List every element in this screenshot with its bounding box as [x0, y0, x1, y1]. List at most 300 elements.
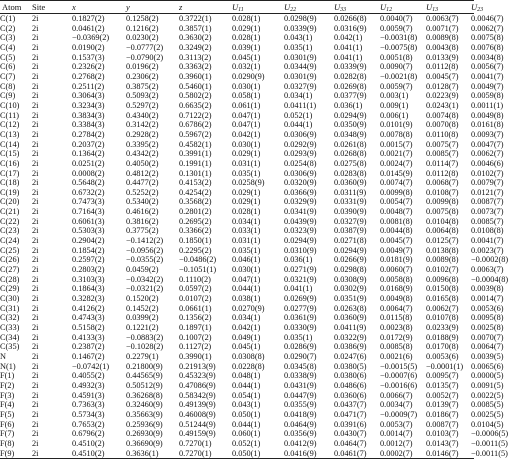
cell-u33: 0.0327(9) [334, 216, 367, 226]
cell-x: 0.5303(3) [72, 226, 105, 236]
cell-site: 2i [32, 236, 39, 246]
cell-y: 0.1452(2) [126, 303, 159, 313]
cell-u22: 0.034(1) [284, 91, 313, 101]
cell-u23: 0.0085(5) [471, 400, 504, 410]
table-row [0, 149, 474, 159]
cell-u12: 0.0172(9) [380, 332, 413, 342]
cell-x: 0.0008(2) [72, 168, 105, 178]
table-row [0, 323, 474, 333]
table-row [0, 449, 474, 459]
cell-u22: 0.0356(9) [284, 429, 317, 439]
table-row [0, 284, 474, 294]
cell-u33: 0.0380(5) [334, 361, 367, 371]
cell-u11: 0.029(1) [232, 149, 261, 159]
cell-site: 2i [32, 380, 39, 390]
cell-x: 0.2904(2) [72, 236, 105, 246]
cell-atom: C(26) [0, 255, 20, 265]
cell-z: 0.7122(2) [179, 110, 212, 120]
cell-u22: 0.0301(9) [284, 71, 317, 81]
cell-u23: 0.0093(7) [471, 129, 504, 139]
cell-u12: 0.0168(9) [380, 284, 413, 294]
cell-u13: 0.0150(8) [426, 284, 459, 294]
cell-x: 0.4055(2) [72, 371, 105, 381]
cell-y: −0.0883(2) [126, 332, 164, 342]
cell-u11: 0.031(1) [232, 236, 261, 246]
cell-u13: 0.0102(7) [426, 265, 459, 275]
table-row [0, 371, 474, 381]
cell-y: −0.0342(2) [126, 274, 164, 284]
cell-site: 2i [32, 62, 39, 72]
cell-u13: 0.0112(8) [426, 168, 459, 178]
cell-x: 0.2511(2) [72, 81, 105, 91]
cell-u13: 0.0087(7) [426, 419, 459, 429]
cell-site: 2i [32, 23, 39, 33]
cell-u33: 0.0360(6) [334, 390, 367, 400]
cell-u22: 0.043(1) [284, 33, 313, 43]
cell-u23: 0.0102(7) [471, 168, 504, 178]
cell-u22: 0.0294(9) [284, 236, 317, 246]
cell-y: 0.0230(2) [126, 33, 159, 43]
cell-y: 0.0196(2) [126, 62, 159, 72]
cell-atom: F(4) [0, 400, 15, 410]
cell-u12: 0.0059(7) [380, 23, 413, 33]
cell-u22: 0.0327(9) [284, 81, 317, 91]
cell-u23: 0.0073(7) [471, 207, 504, 217]
cell-u33: 0.0331(9) [334, 197, 367, 207]
cell-u11: 0.044(1) [232, 284, 261, 294]
cell-site: 2i [32, 158, 39, 168]
cell-atom: F(9) [0, 449, 30, 459]
cell-u12: 0.0085(8) [380, 342, 413, 352]
cell-x: 0.2803(2) [72, 265, 105, 275]
cell-u12: 0.0049(7) [380, 245, 413, 255]
cell-y: 0.4812(2) [126, 168, 159, 178]
cell-u13: 0.0107(8) [426, 313, 459, 323]
cell-u23: 0.0076(8) [471, 42, 504, 52]
cell-z: 0.4153(2) [179, 178, 212, 188]
cell-y: 0.5093(2) [126, 91, 159, 101]
cell-u23: −0.0002(8) [471, 255, 508, 265]
header-u33-subscript: 33 [340, 6, 347, 13]
cell-atom: C(34) [0, 332, 20, 342]
cell-site: 2i [32, 438, 39, 448]
cell-u22: 0.0310(9) [284, 245, 317, 255]
cell-y: 0.3875(2) [126, 81, 159, 91]
cell-atom: N [0, 351, 6, 361]
cell-y: 0.21800(9) [126, 361, 163, 371]
cell-x: 0.3384(3) [72, 120, 105, 130]
cell-u23: −0.0011(5) [471, 438, 508, 448]
table-row [0, 33, 474, 43]
cell-u23: 0.0049(8) [471, 110, 504, 120]
cell-site: 2i [32, 178, 39, 188]
table-row [0, 410, 474, 420]
cell-u13: 0.0089(8) [426, 255, 459, 265]
cell-y: 0.2279(1) [126, 351, 159, 361]
cell-y: 0.0399(2) [126, 313, 159, 323]
cell-u11: 0.0228(8) [232, 361, 265, 371]
cell-u22: 0.0269(9) [284, 294, 317, 304]
cell-site: 2i [32, 110, 39, 120]
cell-u23: 0.0087(7) [471, 197, 504, 207]
cell-site: 2i [32, 294, 39, 304]
cell-u22: 0.0361(9) [284, 313, 317, 323]
cell-u12: 0.0101(9) [380, 120, 413, 130]
cell-y: 0.25936(9) [126, 419, 163, 429]
cell-site: 2i [32, 400, 39, 410]
cell-z: 0.6635(2) [179, 100, 212, 110]
cell-u13: 0.0104(8) [426, 216, 459, 226]
cell-atom: C(19) [0, 187, 20, 197]
cell-u22: 0.0439(9) [284, 216, 317, 226]
cell-x: 0.2768(2) [72, 71, 105, 81]
cell-site: 2i [32, 303, 39, 313]
cell-z: 0.0661(1) [179, 303, 212, 313]
cell-y: 0.50512(9) [126, 380, 163, 390]
cell-u12: 0.0040(7) [380, 14, 413, 23]
header-site: Site [30, 1, 70, 14]
cell-y: 0.3816(2) [126, 216, 159, 226]
cell-site: 2i [32, 216, 39, 226]
cell-z: 0.7270(1) [179, 438, 212, 448]
header-u23: $U_{23}$ [471, 1, 484, 13]
table-row [0, 381, 474, 391]
cell-u12: 0.0059(7) [380, 81, 413, 91]
cell-y: 0.4616(2) [126, 207, 159, 217]
cell-u23: 0.0047(7) [471, 139, 504, 149]
cell-u23: 0.0000(5) [471, 371, 504, 381]
header-u12: $U_{12}$ [378, 1, 424, 14]
cell-z: 0.3363(2) [179, 62, 212, 72]
cell-u12: −0.0031(8) [380, 33, 418, 43]
cell-u11: 0.044(1) [232, 419, 261, 429]
cell-y: 0.0459(2) [126, 265, 159, 275]
cell-u33: 0.0282(8) [334, 71, 367, 81]
cell-u33: 0.0283(8) [334, 168, 367, 178]
cell-atom: C(3) [0, 33, 16, 43]
cell-u13: 0.0089(8) [426, 33, 459, 43]
cell-u23: 0.0022(5) [471, 390, 504, 400]
cell-u13: 0.0112(8) [426, 62, 459, 72]
cell-x: 0.6061(3) [72, 216, 105, 226]
cell-u22: 0.052(1) [284, 110, 313, 120]
cell-x: 0.3282(3) [72, 294, 105, 304]
cell-u33: 0.0386(9) [334, 342, 367, 352]
cell-z: 0.2295(2) [179, 245, 212, 255]
table-row [0, 111, 474, 121]
cell-x: 0.2037(2) [72, 139, 105, 149]
cell-site: 2i [32, 197, 39, 207]
cell-site: 2i [32, 323, 39, 332]
cell-y: 0.2306(2) [126, 71, 159, 81]
cell-u12: 0.0002(7) [378, 449, 424, 459]
cell-u22: 0.0411(1) [284, 100, 317, 110]
header-u33: $U_{33}$ [332, 1, 378, 14]
cell-u13: 0.0138(8) [426, 245, 459, 255]
table-row [0, 226, 474, 236]
cell-u33: 0.0461(7) [332, 449, 378, 459]
cell-u33: 0.0351(9) [334, 294, 367, 304]
cell-u23: 0.0053(6) [471, 303, 504, 313]
cell-y: 0.3142(2) [126, 120, 159, 130]
cell-atom: C(14) [0, 139, 20, 149]
cell-u23: 0.0039(8) [471, 284, 504, 294]
cell-atom: F(8) [0, 438, 15, 448]
cell-u11: 0.047(1) [232, 274, 261, 284]
cell-u12: 0.0074(7) [380, 178, 413, 188]
cell-y: 0.5252(2) [126, 187, 159, 197]
cell-u13: 0.0223(9) [426, 91, 459, 101]
cell-u23: 0.0034(8) [471, 52, 504, 62]
cell-u22: 0.035(1) [284, 42, 313, 52]
cell-u12: −0.0021(8) [380, 71, 418, 81]
cell-x: 0.1467(2) [72, 351, 105, 361]
table-row [0, 82, 474, 92]
cell-site: 2i [32, 187, 39, 197]
cell-u13: 0.0075(7) [426, 139, 459, 149]
cell-z: 0.1991(1) [179, 158, 212, 168]
cell-z: 0.49159(9) [179, 429, 216, 439]
table-row [0, 255, 474, 265]
cell-u11: 0.029(1) [232, 23, 261, 33]
cell-y: −0.0790(2) [126, 52, 164, 62]
cell-u13: 0.0063(7) [426, 14, 459, 23]
cell-u11: 0.058(1) [232, 91, 261, 101]
cell-u12: 0.003(1) [380, 91, 409, 101]
cell-x: 0.1854(2) [72, 245, 105, 255]
cell-u11: 0.043(1) [232, 400, 261, 410]
cell-u23: 0.0104(5) [471, 419, 504, 429]
cell-site: 2i [32, 361, 39, 371]
cell-u22: 0.0306(9) [284, 168, 317, 178]
cell-u11: 0.034(1) [232, 216, 261, 226]
table-row [0, 236, 474, 246]
cell-u23: 0.0011(1) [471, 100, 504, 110]
cell-u11: 0.029(1) [232, 197, 261, 207]
cell-site: 2i [30, 449, 70, 459]
cell-u22: 0.0464(9) [284, 419, 317, 429]
cell-u11: 0.029(1) [232, 187, 261, 197]
cell-z: 0.4582(1) [179, 139, 212, 149]
cell-x: 0.3234(3) [72, 100, 105, 110]
cell-u12: 0.0023(8) [380, 323, 413, 332]
cell-u22: 0.0286(9) [284, 342, 317, 352]
cell-y: 0.4342(2) [126, 149, 159, 159]
cell-atom: C(13) [0, 129, 20, 139]
cell-u23: 0.0056(7) [471, 62, 504, 72]
cell-x: 0.2387(2) [72, 342, 105, 352]
cell-x: −0.0742(1) [72, 361, 110, 371]
header-atom: Atom [0, 1, 30, 14]
cell-u33: 0.0486(6) [334, 380, 367, 390]
cell-y: −0.0956(2) [126, 245, 164, 255]
cell-site: 2i [32, 42, 39, 52]
cell-y: 0.3775(2) [126, 226, 159, 236]
header-y: y [124, 1, 177, 14]
cell-site: 2i [32, 245, 39, 255]
table-row [0, 197, 474, 207]
cell-x: 0.1364(2) [72, 149, 105, 159]
table-row [0, 14, 474, 24]
cell-y: 0.32460(9) [126, 400, 163, 410]
cell-z: 0.46008(9) [179, 409, 216, 419]
cell-atom: C(8) [0, 81, 16, 91]
cell-z: 0.21913(9) [179, 361, 216, 371]
cell-x: 0.0190(2) [72, 42, 105, 52]
cell-u12: −0.0015(5) [380, 361, 418, 371]
cell-site: 2i [32, 33, 39, 43]
cell-x: 0.1827(2) [72, 14, 105, 23]
cell-atom: C(11) [0, 110, 20, 120]
cell-u11: 0.044(1) [232, 380, 261, 390]
cell-u13: 0.0064(8) [426, 226, 459, 236]
cell-z: 0.58342(9) [179, 390, 216, 400]
cell-u33: 0.041(1) [334, 42, 363, 52]
cell-u11: 0.054(1) [232, 390, 261, 400]
table-row [0, 207, 474, 217]
cell-u11: 0.050(1) [230, 449, 282, 459]
cell-u33: 0.0266(8) [334, 14, 367, 23]
cell-u23: −0.0006(5) [471, 429, 508, 439]
cell-atom: F(2) [0, 380, 15, 390]
cell-site: 2i [32, 100, 39, 110]
cell-u11: 0.033(1) [232, 226, 261, 236]
cell-u11: 0.0258(9) [232, 178, 265, 188]
cell-u33: 0.0269(8) [334, 81, 367, 91]
cell-site: 2i [32, 274, 39, 284]
table-row [0, 246, 474, 256]
cell-u23: 0.0161(8) [471, 120, 504, 130]
cell-atom: F(6) [0, 419, 15, 429]
table-row [0, 140, 474, 150]
cell-x: 0.6796(2) [72, 429, 105, 439]
cell-u23: −0.0004(8) [471, 274, 508, 284]
cell-u13: 0.0043(8) [426, 42, 459, 52]
cell-u12: 0.0054(7) [380, 197, 413, 207]
cell-u23: 0.0062(7) [471, 23, 504, 33]
cell-y: −0.1412(2) [126, 236, 164, 246]
cell-u12: 0.0058(8) [380, 274, 413, 284]
cell-u23: 0.0023(7) [471, 245, 504, 255]
cell-z: 0.49139(9) [179, 400, 216, 410]
cell-u33: 0.0261(8) [334, 139, 367, 149]
cell-u13: 0.0135(7) [426, 380, 459, 390]
cell-u33: 0.0275(8) [334, 158, 367, 168]
cell-u13: 0.0146(7) [424, 449, 469, 459]
cell-y: 0.1216(2) [126, 23, 159, 33]
cell-u13: 0.0095(7) [426, 371, 459, 381]
cell-atom: C(31) [0, 303, 20, 313]
cell-u33: 0.0308(9) [334, 274, 367, 284]
cell-u22: 0.0339(9) [284, 23, 317, 33]
cell-z: 0.45323(9) [179, 371, 216, 381]
cell-site: 2i [32, 149, 39, 159]
cell-site: 2i [32, 313, 39, 323]
cell-z: 0.1301(1) [179, 168, 212, 178]
cell-z: 0.3630(2) [179, 33, 212, 43]
cell-u22: 0.0306(9) [284, 129, 317, 139]
cell-u33: 0.0294(9) [334, 110, 367, 120]
cell-u13: 0.0243(1) [426, 100, 459, 110]
cell-u11: 0.049(1) [232, 332, 261, 342]
cell-u13: 0.0110(8) [426, 129, 459, 139]
cell-u12: 0.0078(8) [380, 129, 413, 139]
cell-x: 0.4126(2) [72, 303, 105, 313]
table-row [0, 159, 474, 169]
cell-site: 2i [32, 139, 39, 149]
cell-u13: 0.0128(7) [426, 81, 459, 91]
cell-u23: 0.0014(7) [471, 294, 504, 304]
cell-u13: 0.0188(9) [426, 332, 459, 342]
cell-atom: C(24) [0, 236, 20, 246]
cell-u13: 0.0099(8) [426, 197, 459, 207]
cell-u13: 0.0139(7) [426, 400, 459, 410]
cell-u11: 0.030(1) [232, 81, 261, 91]
cell-u12: 0.0181(9) [380, 255, 413, 265]
cell-u12: 0.0051(8) [380, 52, 413, 62]
cell-atom: C(10) [0, 100, 20, 110]
cell-u12: 0.0021(7) [380, 149, 413, 159]
cell-u11: 0.061(1) [232, 100, 261, 110]
cell-atom: C(25) [0, 245, 20, 255]
cell-u23: 0.0075(8) [471, 33, 504, 43]
cell-y: 0.1258(2) [126, 14, 159, 23]
cell-z: 0.1127(2) [179, 342, 212, 352]
cell-u11: 0.039(1) [232, 42, 261, 52]
table-row [0, 352, 474, 362]
table-row [0, 420, 474, 430]
cell-x: −0.0369(2) [72, 33, 110, 43]
cell-site: 2i [32, 168, 39, 178]
cell-u22: 0.035(1) [284, 332, 313, 342]
cell-u22: 0.0290(7) [284, 351, 317, 361]
header-u22: $U_{22}$ [282, 1, 332, 14]
cell-u33: 0.0430(7) [334, 429, 367, 439]
cell-u23: 0.0065(6) [471, 361, 504, 371]
cell-atom: C(32) [0, 313, 20, 323]
cell-y: 0.1520(2) [126, 294, 159, 304]
cell-u12: 0.0012(7) [380, 438, 413, 448]
cell-y: 0.1221(2) [126, 323, 159, 332]
cell-atom: C(27) [0, 265, 20, 275]
cell-atom: C(18) [0, 178, 20, 188]
cell-u33: 0.0271(8) [334, 236, 367, 246]
cell-u12: 0.0048(7) [380, 207, 413, 217]
cell-u33: 0.0471(7) [334, 409, 367, 419]
cell-u12: −0.0016(6) [380, 380, 418, 390]
cell-atom: C(1) [0, 14, 16, 23]
cell-u12: 0.0015(7) [380, 139, 413, 149]
cell-z: 0.1897(1) [179, 323, 212, 332]
cell-u13: 0.0075(8) [426, 207, 459, 217]
cell-z: 0.1850(1) [179, 236, 212, 246]
cell-z: 0.47086(9) [179, 380, 216, 390]
cell-x: 0.6732(2) [72, 187, 105, 197]
cell-x: 0.4932(3) [72, 380, 105, 390]
cell-u23: −0.0011(5) [471, 448, 508, 458]
cell-u23: 0.0041(7) [471, 71, 504, 81]
cell-u11: 0.045(1) [232, 52, 261, 62]
cell-u12: 0.009(1) [380, 100, 409, 110]
cell-u23: 0.0070(7) [471, 332, 504, 342]
cell-z: 0.2695(2) [179, 216, 212, 226]
cell-u11: 0.034(1) [232, 313, 261, 323]
cell-u22: 0.0254(8) [284, 158, 317, 168]
cell-u33: 0.0298(8) [334, 265, 367, 275]
cell-u23: 0.0046(6) [471, 158, 504, 168]
cell-u22: 0.0321(9) [284, 274, 317, 284]
cell-y: 0.36268(8) [126, 390, 163, 400]
